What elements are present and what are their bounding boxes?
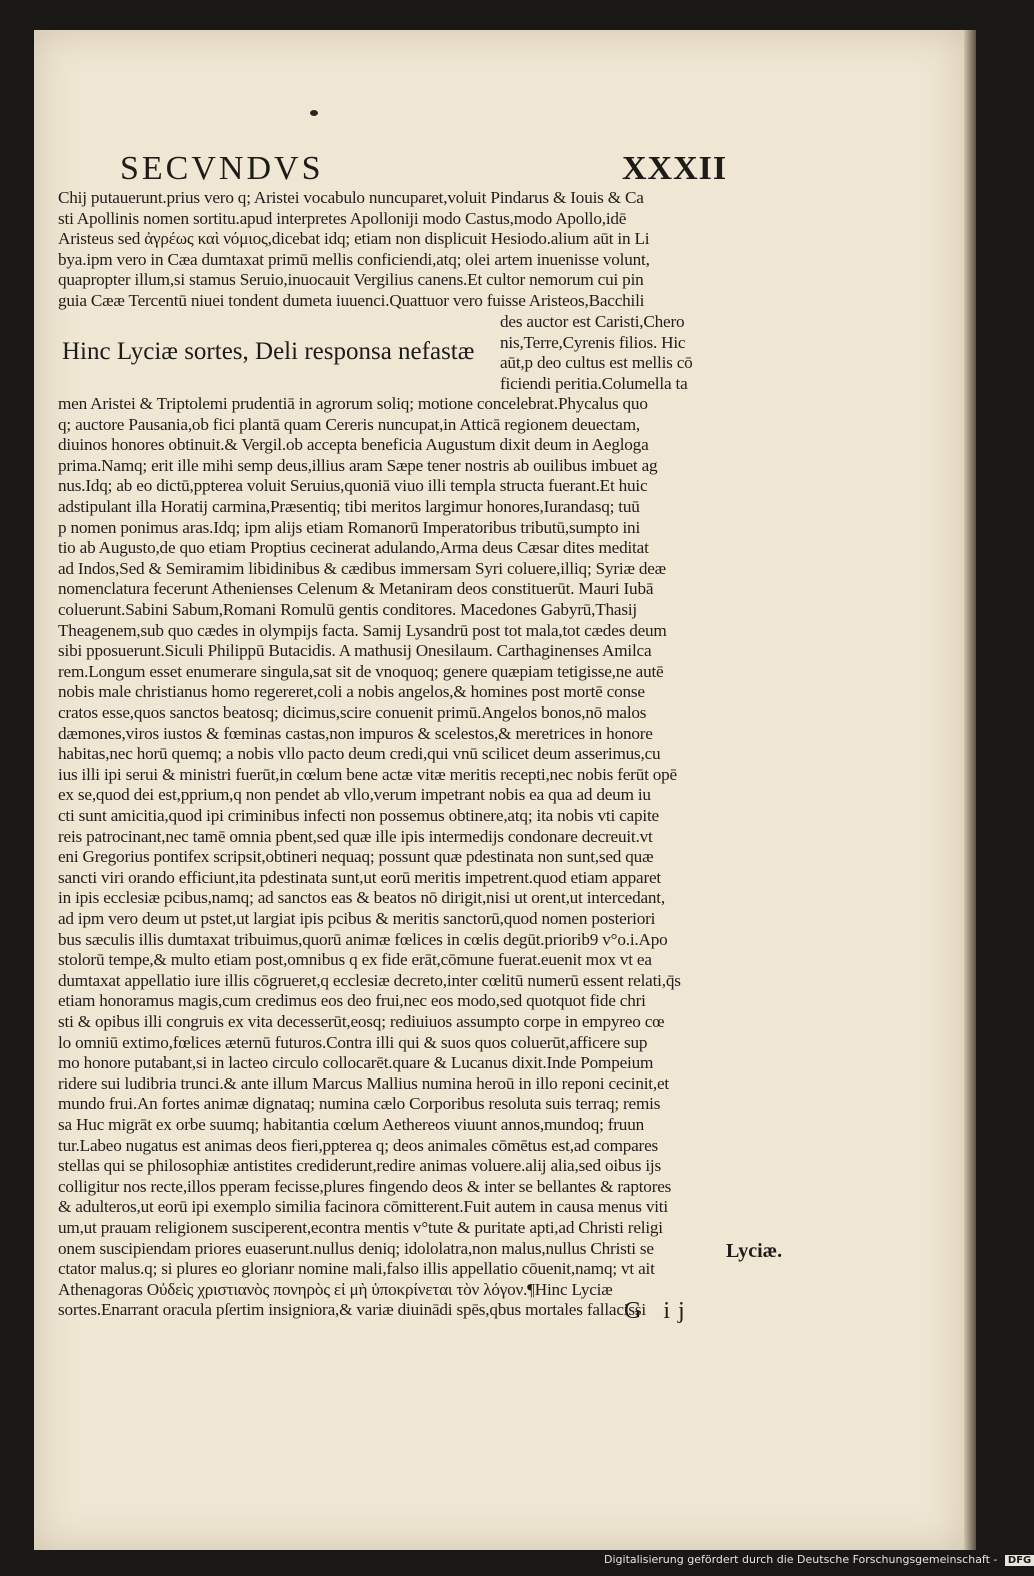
page-edge: [964, 30, 976, 1550]
text-line: sti Apollinis nomen sortitu.apud interpretes Apolloniji modo Castus,modo Apollo,idē: [58, 208, 627, 228]
text-line: q; auctore Pausania,ob fici plantā quam Cereris nuncupat,in Atticā regionem deuectam,: [58, 414, 640, 434]
text-line: in ipis ecclesiæ pcibus,namq; ad sanctos eas & beatos nō dirigit,nisi ut orent,ut intercedant,: [58, 888, 665, 908]
text-line: quapropter illum,si stamus Seruio,inuocauit Vergilius canens.Et cultor nemorum cui pin: [58, 270, 644, 290]
text-line: tur.Labeo nugatus est animas deos fieri,ppterea q; deos animales cōmētus est,ad compares: [58, 1135, 658, 1155]
footer-credit: [604, 1553, 1034, 1566]
text-line: sortes.Enarrant oracula pſertim insigniora,& variæ diuinādi spēs,qbus mortales fallacissi: [58, 1300, 646, 1320]
text-line: tio ab Augusto,de quo etiam Proptius cecinerat adulando,Arma deus Cæsar dites meditat: [58, 538, 649, 558]
text-line: stellas qui se philosophiæ antistites crediderunt,redire animas voluere.alij alia,sed oibus ijs: [58, 1156, 661, 1176]
text-line: Chij putauerunt.prius vero q; Aristei vocabulo nuncuparet,voluit Pindarus & Iouis & Ca: [58, 188, 644, 207]
text-line: p nomen ponimus aras.Idq; ipm alijs etiam Romanorū Imperatoribus tributū,sumpto ini: [58, 517, 641, 537]
text-line: dumtaxat appellatio iure illis cōgrueret,q ecclesiæ decreto,inter cœlitū numerū essent relati,q̄s: [58, 970, 681, 990]
margin-note: Lyciæ.: [726, 1240, 783, 1262]
text-line: diuinos honores obtinuit.& Vergil.ob accepta beneficia Augustum dixit deum in Aegloga: [58, 435, 649, 455]
dfg-logo: DFG: [1005, 1555, 1034, 1566]
text-line: ius illi ipi serui & ministri fuerūt,in cœlum bene actæ vitæ meritis recepti,nec nobis ferūt opē: [58, 764, 677, 784]
signature-mark: G ij: [624, 1298, 693, 1324]
text-line: sti & opibus illi congruis ex vita decesserūt,eosq; rediuiuos assumpto corpe in empyreo cœ: [58, 1012, 665, 1031]
text-line: lo omniū extimo,fœlices æternū futuros.Contra illi qui & suos quos coluerūt,afficere sup: [58, 1032, 648, 1052]
text-line: nus.Idq; ab eo dictū,ppterea voluit Seruius,quoniā viuo illi templa structa fuerant.Et huic: [58, 476, 648, 496]
text-line: guia Cææ Tercentū niuei tondent dumeta iuuenci.Quattuor vero fuisse Aristeos,Bacchili: [58, 291, 645, 310]
text-line: nomenclatura fecerunt Athenienses Celenum & Metaniram deos constituerūt. Mauri Iubā: [58, 579, 654, 599]
text-line: aūt,p deo cultus est mellis cō: [500, 353, 693, 373]
text-line: & adulteros,ut eorū ipi exemplo similia facinora cōmitterent.Fuit autem in causa menus viti: [58, 1197, 668, 1217]
text-line: ad Indos,Sed & Semiramim libidinibus & cædibus immersam Syri coluere,illiq; Syriæ deæ: [58, 558, 666, 578]
text-line: ridere sui ludibria trunci.& ante illum Marcus Mallius numina heroū in illo reponi cecinit,et: [58, 1073, 669, 1093]
text-line: men Aristei & Triptolemi prudentiā in agrorum soliq; motione concelebrat.Phycalus quo: [58, 394, 648, 413]
text-line: nobis male christianus homo regereret,coli a nobis angelos,& homines post mortē conse: [58, 682, 645, 702]
running-head: SECVNDVS: [120, 150, 324, 187]
folio-number: XXXII: [622, 150, 728, 187]
text-line: bya.ipm vero in Cæa dumtaxat primū mellis conficiendi,atq; olei artem inuenisse volunt,: [58, 249, 650, 269]
text-line: bus sæculis illis dumtaxat tribuimus,quorū animæ fœlices in cœlis degūt.priorib9 v°o.i.Apo: [58, 929, 668, 949]
text-line: eni Gregorius pontifex scripsit,obtineri nequaq; possunt quæ pdestinata non sunt,sed quæ: [58, 847, 654, 867]
text-line: mundo frui.An fortes animæ dignataq; numina cælo Corporibus resoluta suis terraq; remis: [58, 1094, 661, 1114]
text-line: des auctor est Caristi,Chero: [500, 312, 685, 331]
text-line: etiam honoramus magis,cum credimus eos deo frui,nec eos modo,sed quotquot fide chri: [58, 991, 646, 1011]
text-line: ctator malus.q; si plures eo glorianr nomine mali,falso illis appellatio cōuenit,namq; vt ait: [58, 1259, 655, 1279]
text-line: reis patrocinant,nec tamē omnia pbent,sed quæ ille ipis intermedijs condonare decreuit.vt: [58, 826, 653, 846]
verse-heading: Hinc Lyciæ sortes, Deli responsa nefastæ: [62, 338, 475, 365]
text-line: onem suscipiendam priores euaserunt.nullus deniq; idololatra,non malus,nullus Christi se: [58, 1238, 654, 1258]
text-line: sa Huc migrāt ex orbe suumq; habitantia cœlum Aethereos viuunt annos,mundoq; fruun: [58, 1115, 644, 1134]
footer-text: Digitalisierung gefördert durch die Deutsche Forschungsgemeinschaft -: [604, 1553, 998, 1566]
text-line: dæmones,viros iustos & fœminas castas,non impuros & scelestos,& meretrices in honore: [58, 723, 653, 743]
text-line: cti sunt amicitia,quod ipi criminibus infecti non possemus obtinere,atq; ita nobis vti capite: [58, 806, 659, 825]
text-line: rem.Longum esset enumerare singula,sat sit de vnoquoq; genere quæpiam tetigisse,ne autē: [58, 661, 664, 681]
text-line: colligitur nos recte,illos pperam fecisse,plures fingendo deos & inter se bellantes & raptores: [58, 1176, 672, 1196]
text-line: adstipulant illa Horatij carmina,Præsentiq; tibi meritos largimur honores,Iurandasq; tuū: [58, 497, 640, 516]
book-page: [34, 30, 964, 1550]
text-line: stolorū tempe,& multo etiam post,omnibus q ex fide erāt,cōmune fuerat.euenit mox vt ea: [58, 950, 652, 970]
text-line: mo honore putabant,si in lacteo circulo collocarēt.quare & Lucanus dixit.Inde Pompeium: [58, 1053, 654, 1073]
text-line: sibi pposuerunt.Siculi Philippū Butacidis. A mathusij Onesilaum. Carthaginenses Amilca: [58, 641, 652, 661]
text-line: sancti viri orando efficiunt,ita pdestinata sunt,ut eorū meritis impetrent.quod etiam apparet: [58, 867, 661, 887]
text-line: um,ut prauam religionem susciperent,econtra mentis v°tute & puritate apti,ad Christi religi: [58, 1218, 663, 1237]
text-line: coluerunt.Sabini Sabum,Romani Romulū gentis conditores. Macedones Gabyrū,Thasij: [58, 600, 637, 619]
text-line: ficiendi peritia.Columella ta: [500, 373, 688, 393]
text-line: prima.Namq; erit ille mihi semp deus,illius aram Sæpe tener nostris ab ouilibus imbuet ag: [58, 455, 658, 475]
ink-dot: [310, 110, 318, 116]
text-line: Theagenem,sub quo cædes in olympijs facta. Samij Lysandrū post tot mala,tot cædes deum: [58, 620, 667, 640]
text-line: ex se,quod dei est,pprium,q non pendet ab vllo,verum impetrant nobis ea qua ad deum iu: [58, 785, 651, 805]
text-line: cratos esse,quos sanctos beatosq; dicimus,scire conuenit primū.Angelos bonos,nō malos: [58, 703, 647, 722]
text-line: habitas,nec horū quemq; a nobis vllo pacto deum credi,qui vnū scilicet deum asserimus,cu: [58, 744, 661, 764]
text-line: Aristeus sed ἀγρέως καὶ νόμιος,dicebat idq; etiam non displicuit Hesiodo.alium aūt in Li: [58, 229, 650, 249]
text-line: ad ipm vero deum ut pstet,ut largiat ipis pcibus & meritis sanctorū,quod nomen posteriori: [58, 909, 656, 928]
text-line: Athenagoras Οὐδεὶς χριστιανὸς πονηρὸς εἰ μὴ ὑποκρίνεται τὸν λόγον.¶Hinc Lyciæ: [58, 1279, 613, 1299]
text-line: nis,Terre,Cyrenis filios. Hic: [500, 332, 686, 352]
